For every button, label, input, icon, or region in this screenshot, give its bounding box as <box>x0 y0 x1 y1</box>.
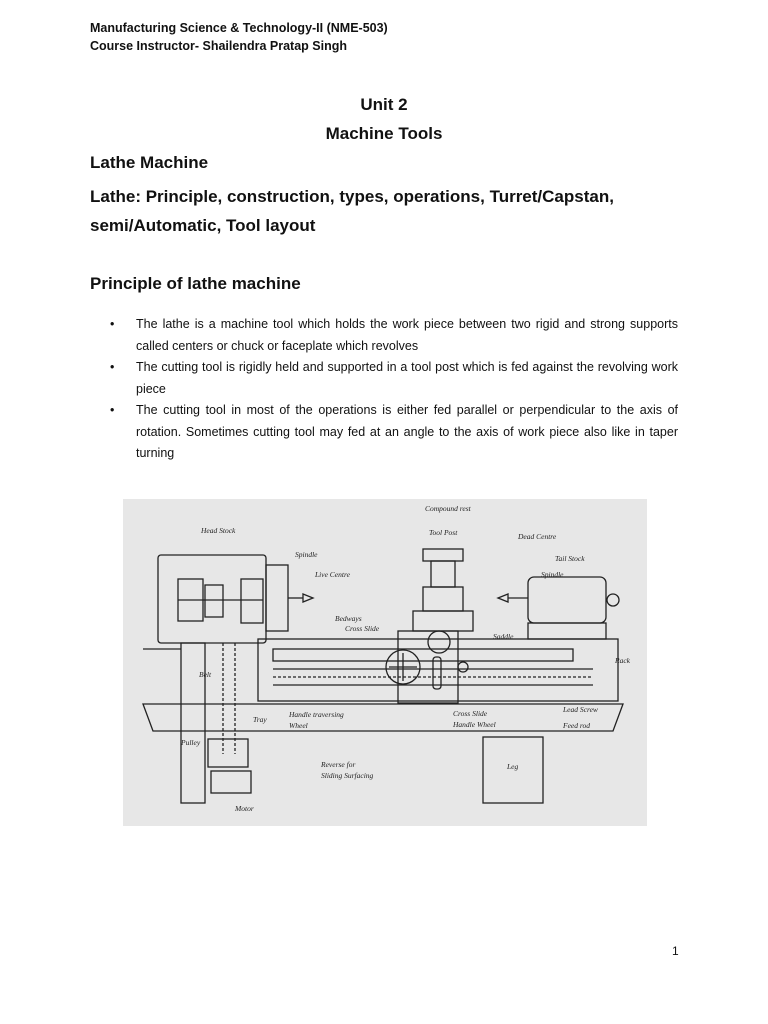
label-spindle-left: Spindle <box>295 550 318 559</box>
lathe-topics: Lathe: Principle, construction, types, operations, Turret/Capstan, semi/Automatic, Tool layout <box>90 187 614 235</box>
label-live-centre: Live Centre <box>315 570 350 579</box>
label-tool-post: Tool Post <box>429 528 458 537</box>
tailstock <box>528 577 606 623</box>
label-saddle: Saddle <box>493 632 514 641</box>
page-number: 1 <box>672 944 679 958</box>
label-feed-rod: Feed rod <box>563 721 591 730</box>
bed <box>258 639 618 701</box>
label-cross-slide-handle-2: Handle Wheel <box>453 720 496 729</box>
label-cross-slide-handle-1: Cross Slide <box>453 709 488 718</box>
unit-title: Unit 2 <box>360 95 408 114</box>
label-pulley: Pulley <box>181 738 201 747</box>
course-title: Manufacturing Science & Technology-II (NME-503) <box>90 21 388 35</box>
principle-heading: Principle of lathe machine <box>90 274 301 293</box>
label-lead-screw: Lead Screw <box>563 705 598 714</box>
bullet-text: The cutting tool is rigidly held and supported in a tool post which is fed against the revolving work piece <box>136 360 678 396</box>
label-rack: Rack <box>615 656 630 665</box>
compound-rest <box>423 587 463 611</box>
bullet-marker: • <box>110 317 115 331</box>
tool-post <box>431 561 455 587</box>
left-leg <box>181 643 205 803</box>
lathe-heading: Lathe Machine <box>90 153 209 172</box>
list-item <box>110 357 678 400</box>
pulley <box>208 739 248 767</box>
label-leg: Leg <box>507 762 519 771</box>
list-item <box>110 314 678 357</box>
principle-bullet-list <box>110 314 678 465</box>
label-head-stock: Head Stock <box>201 526 236 535</box>
gear-2 <box>205 585 223 617</box>
tray <box>143 704 623 731</box>
cross-slide-wheel <box>428 631 450 653</box>
lathe-diagram <box>123 499 647 826</box>
label-dead-centre: Dead Centre <box>518 532 557 541</box>
bullet-text: The lathe is a machine tool which holds the work piece between two rigid and strong supports called centers or chuck or faceplate which revolves <box>136 317 678 353</box>
subject-title: Machine Tools <box>325 124 443 143</box>
label-handle-traversing-1: Handle traversing <box>289 710 344 719</box>
lathe-diagram-svg <box>123 499 647 826</box>
label-belt: Belt <box>199 670 212 679</box>
page-header <box>90 19 388 55</box>
label-reverse-2: Sliding Surfacing <box>321 771 374 780</box>
course-instructor: Course Instructor- Shailendra Pratap Singh <box>90 39 347 53</box>
label-reverse-1: Reverse for <box>321 760 356 769</box>
headstock-body <box>158 555 266 643</box>
label-compound-rest: Compound rest <box>425 504 471 513</box>
label-motor: Motor <box>235 804 254 813</box>
label-cross-slide: Cross Slide <box>345 624 380 633</box>
label-bedways: Bedways <box>335 614 362 623</box>
gear-3 <box>241 579 263 623</box>
bullet-text: The cutting tool in most of the operations is either fed parallel or perpendicular to the axis of rotation. Sometimes cutting tool may fed at an angle to the axis of work piece also like in taper turning <box>136 403 678 460</box>
bullet-marker: • <box>110 360 115 374</box>
cross-slide <box>413 611 473 631</box>
label-spindle-right: Spindle <box>541 570 564 579</box>
chuck <box>266 565 288 631</box>
label-tray: Tray <box>253 715 267 724</box>
list-item <box>110 400 678 465</box>
bullet-marker: • <box>110 403 115 417</box>
motor <box>211 771 251 793</box>
label-handle-traversing-2: Wheel <box>289 721 308 730</box>
bedways <box>273 649 573 661</box>
label-tail-stock: Tail Stock <box>555 554 585 563</box>
